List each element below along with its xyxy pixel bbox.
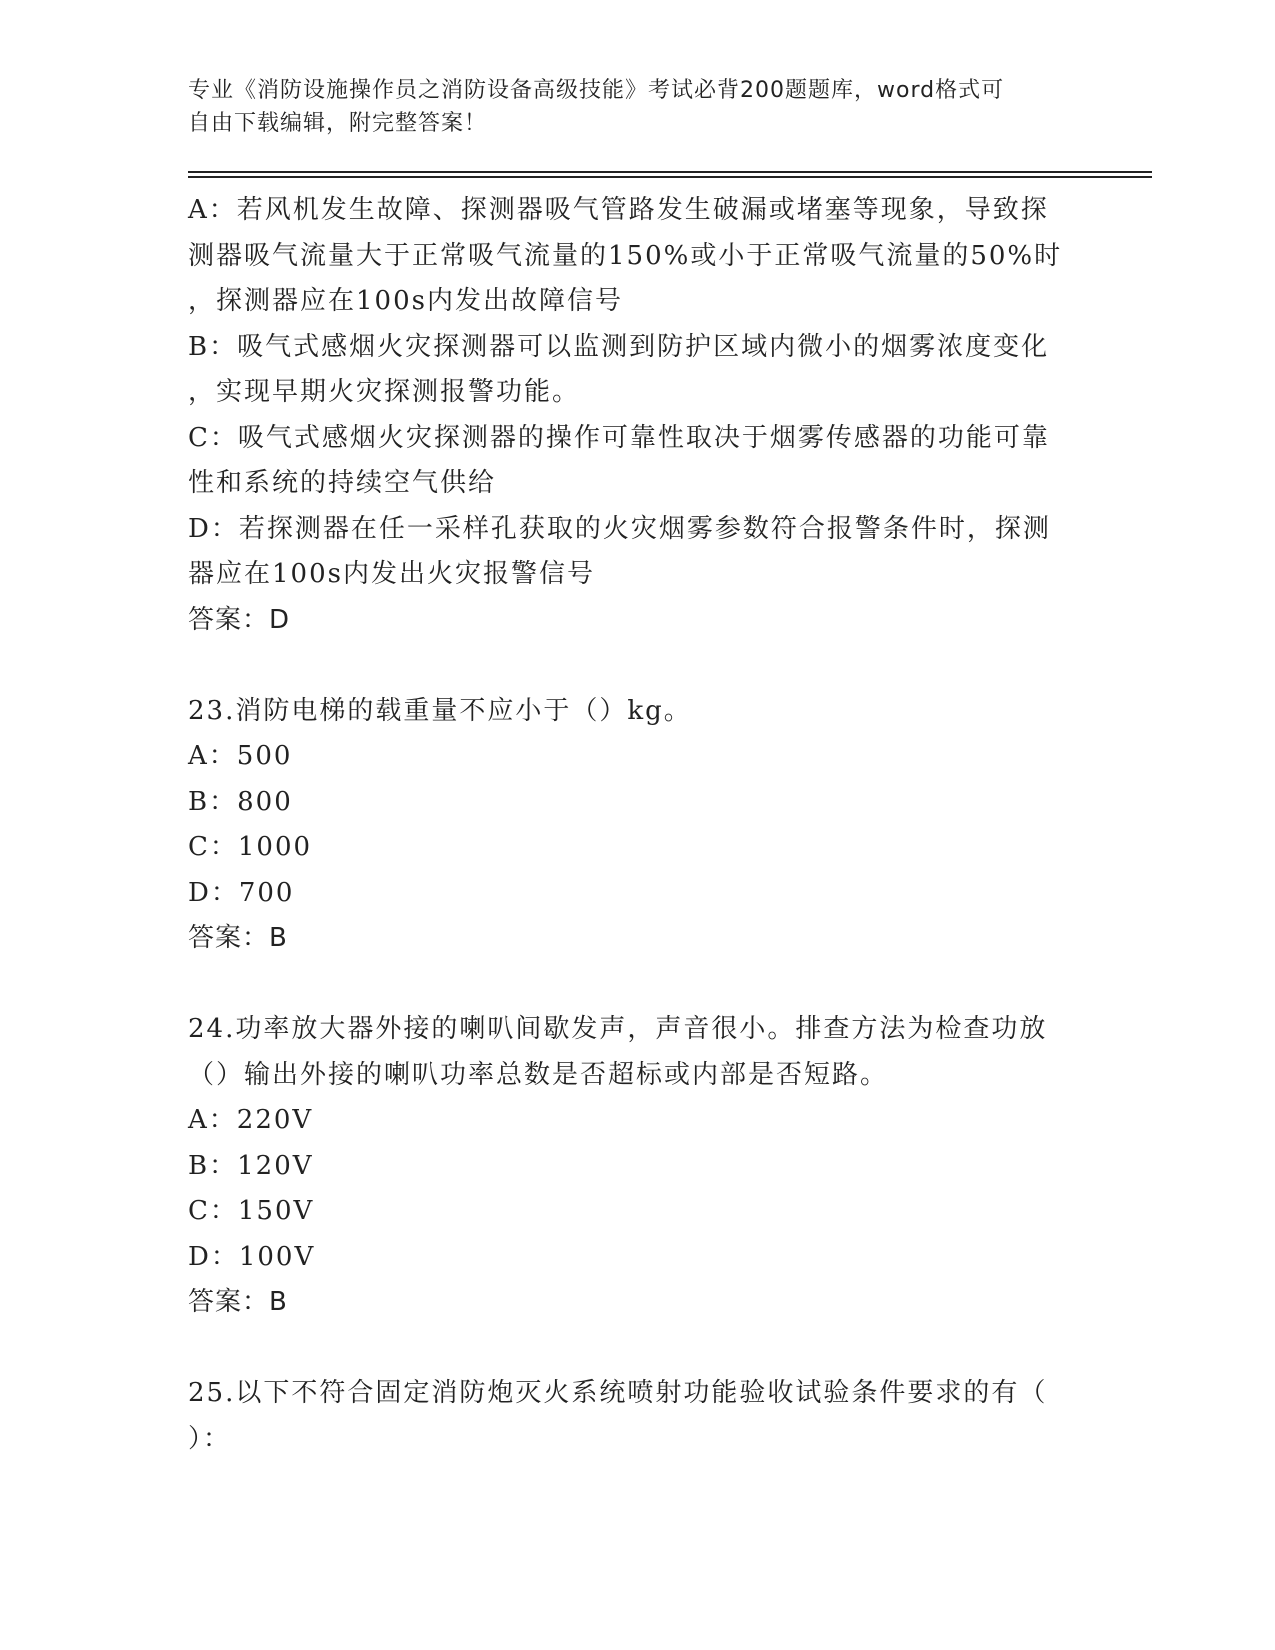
q23-option-b: B：800 (188, 786, 293, 817)
q24-question-line-1: 24.功率放大器外接的喇叭间歇发声，声音很小。排查方法为检查功放 (188, 1014, 1048, 1044)
document-header (188, 74, 1088, 140)
q23-option-a: A：500 (188, 741, 293, 771)
q23-option-d: D：700 (188, 877, 295, 908)
q23-option-c: C：1000 (188, 832, 313, 862)
q22-option-b-line-1: B：吸气式感烟火灾探测器可以监测到防护区域内微小的烟雾浓度变化 (188, 331, 1050, 362)
q24-question-line-2: （）输出外接的喇叭功率总数是否超标或内部是否短路。 (188, 1059, 889, 1090)
spacer (188, 643, 1088, 689)
q22-option-a-line-2: 测器吸气流量大于正常吸气流量的150%或小于正常吸气流量的50%时 (188, 240, 1063, 271)
q24-option-c: C：150V (188, 1196, 315, 1226)
q23-question: 23.消防电梯的载重量不应小于（）kg。 (188, 695, 692, 726)
q22-option-c-line-1: C：吸气式感烟火灾探测器的操作可靠性取决于烟雾传感器的功能可靠 (188, 422, 1050, 453)
header-line-1: 专业《消防设施操作员之消防设备高级技能》考试必背200题题库，word格式可 (188, 78, 1005, 103)
q24-option-d: D：100V (188, 1241, 316, 1272)
q24-option-a: A：220V (188, 1105, 314, 1135)
q25-question-line-2: ）： (188, 1423, 232, 1454)
header-line-2: 自由下载编辑，附完整答案！ (188, 111, 488, 136)
q24-option-b: B：120V (188, 1150, 314, 1181)
question-23-block (188, 689, 1088, 962)
q22-option-c-line-2: 性和系统的持续空气供给 (188, 468, 497, 498)
header-divider-bottom (188, 176, 1152, 178)
header-divider-top (188, 171, 1152, 173)
q24-answer: 答案：B (188, 1287, 288, 1317)
q22-option-a-line-3: ，探测器应在100s内发出故障信号 (188, 286, 623, 316)
q22-option-b-line-2: ，实现早期火灾探测报警功能。 (188, 377, 581, 407)
question-22-block (188, 188, 1088, 643)
question-content (188, 188, 1088, 1462)
q22-option-d-line-1: D：若探测器在任一采样孔获取的火灾烟雾参数符合报警条件时，探测 (188, 513, 1051, 544)
q22-option-d-line-2: 器应在100s内发出火灾报警信号 (188, 559, 595, 589)
question-25-block (188, 1371, 1088, 1462)
q25-question-line-1: 25.以下不符合固定消防炮灭火系统喷射功能验收试验条件要求的有（ (188, 1378, 1048, 1408)
q22-answer: 答案：D (188, 604, 291, 635)
question-24-block (188, 1007, 1088, 1326)
spacer (188, 962, 1088, 1008)
q22-option-a-line-1: A：若风机发生故障、探测器吸气管路发生破漏或堵塞等现象，导致探 (188, 195, 1049, 225)
spacer (188, 1326, 1088, 1372)
q23-answer: 答案：B (188, 923, 288, 953)
